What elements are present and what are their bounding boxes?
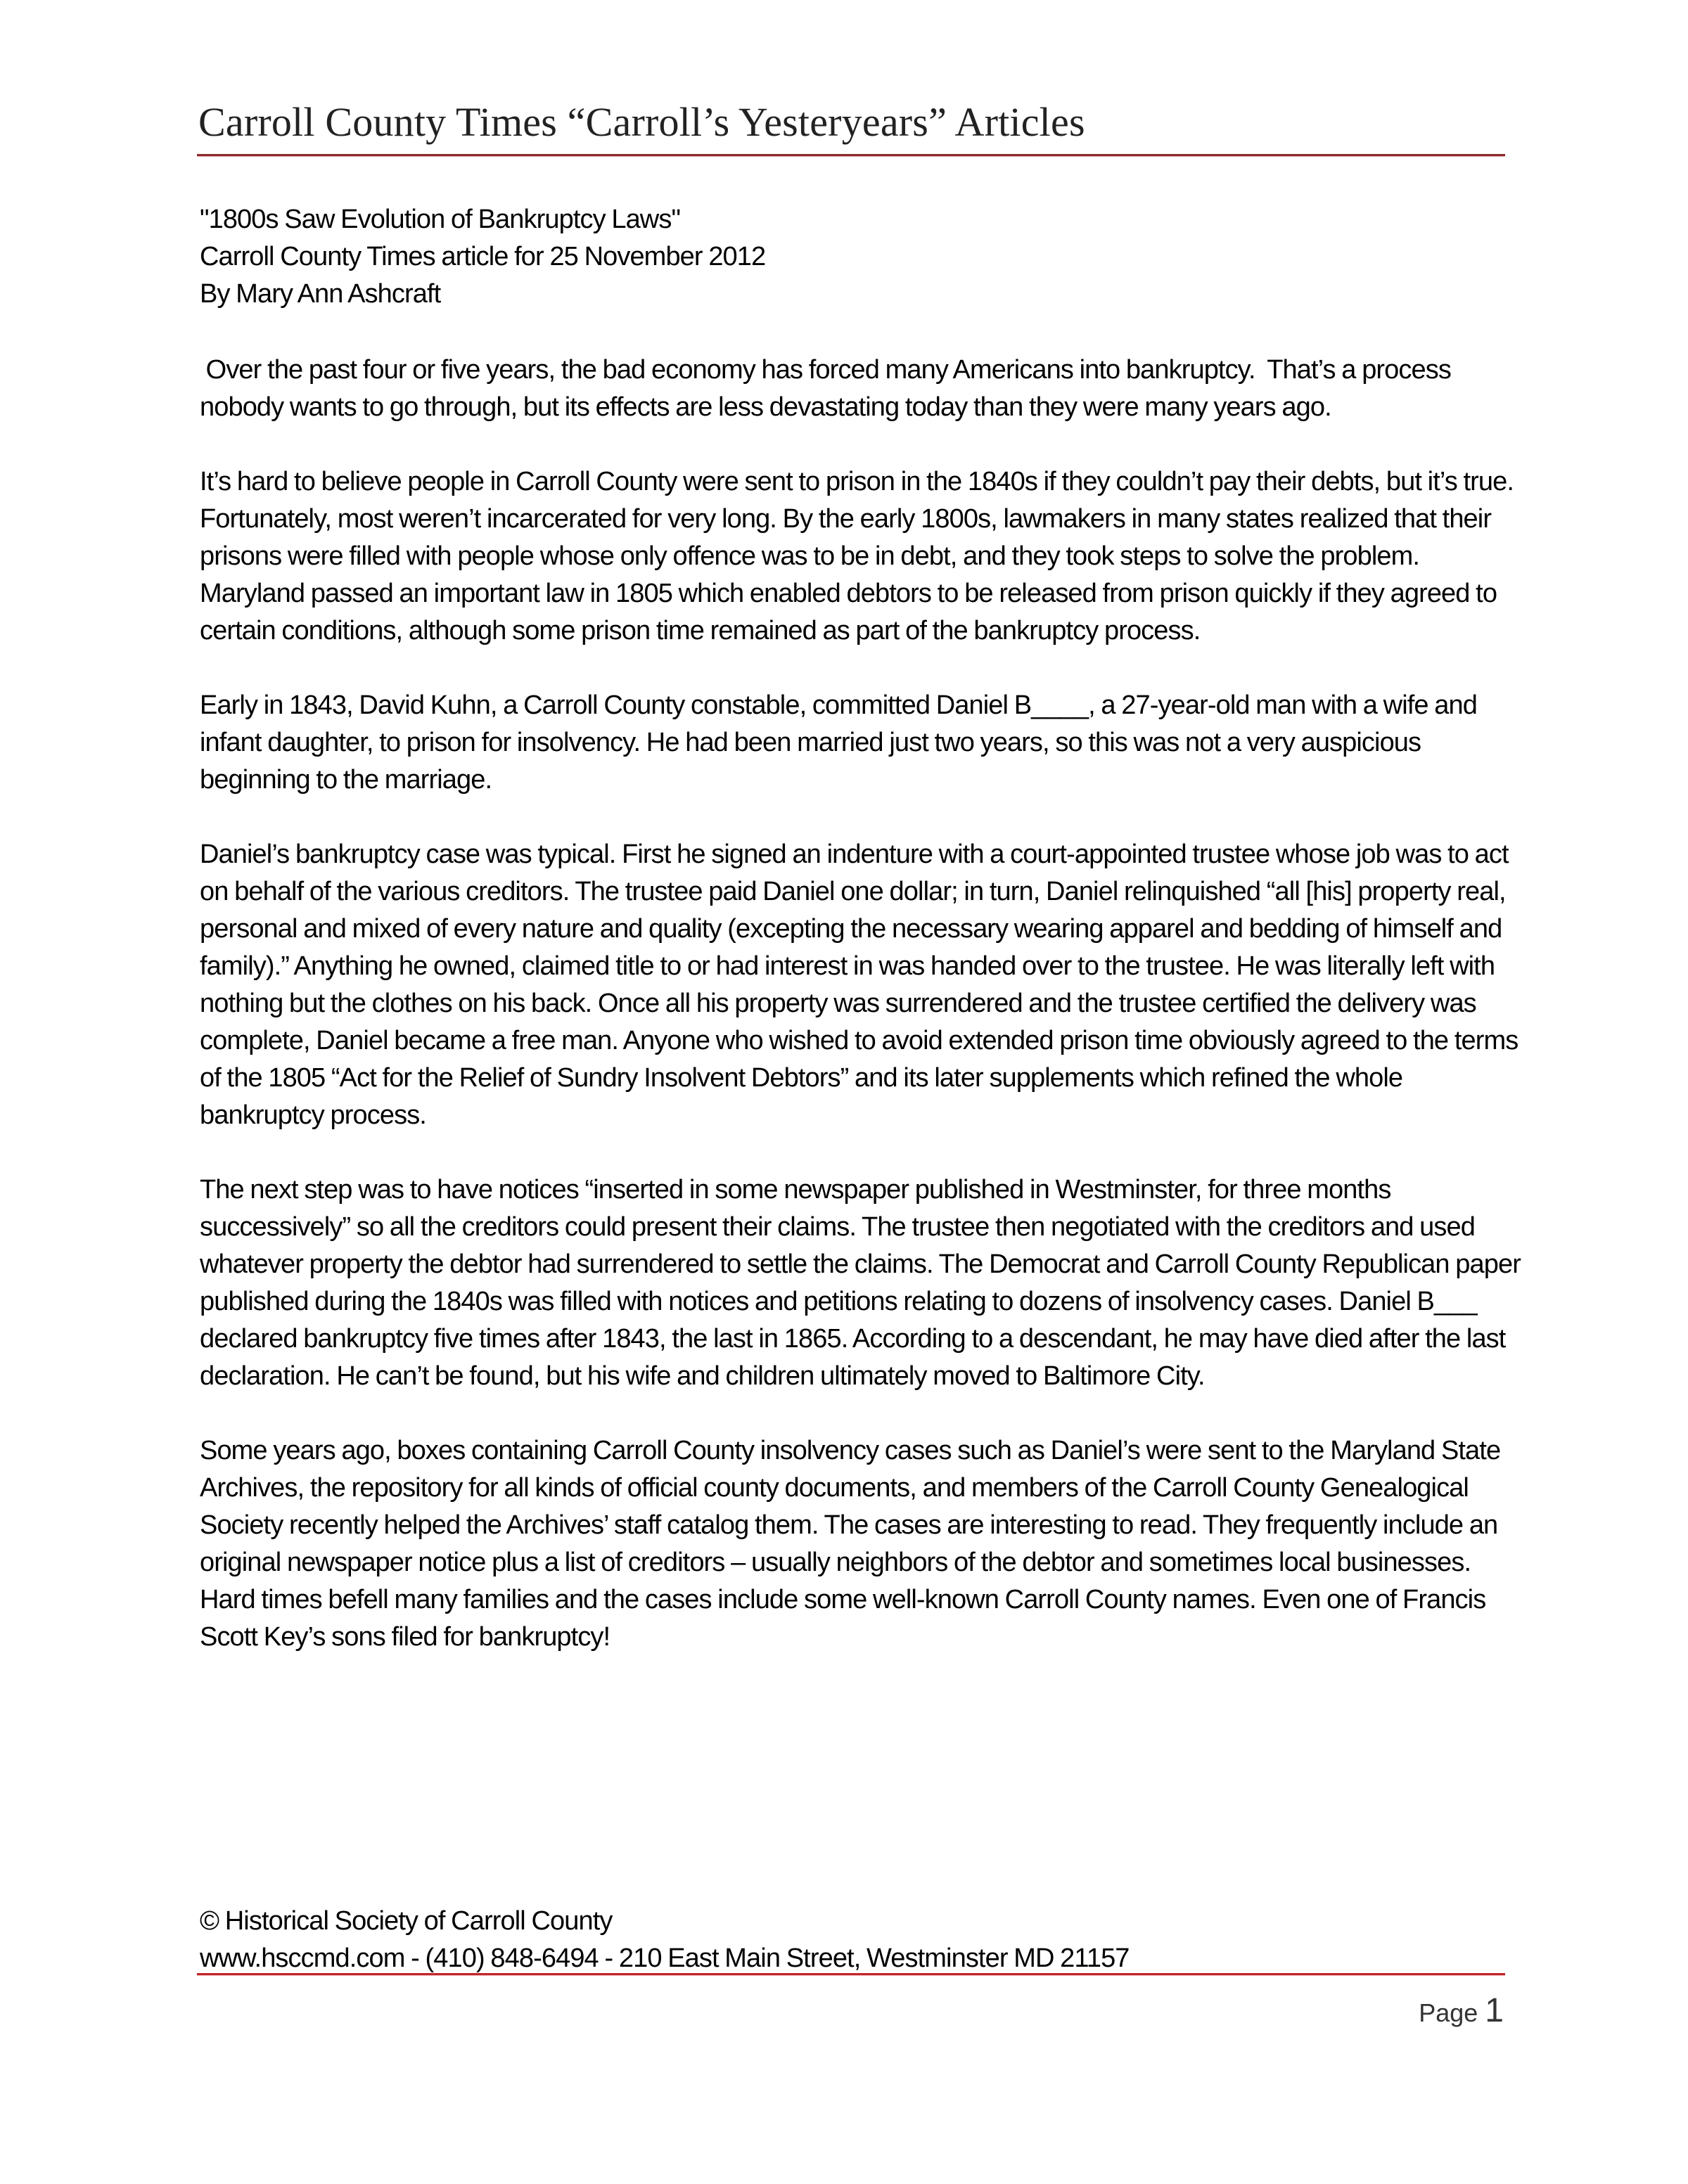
footer bbox=[200, 1903, 1522, 1977]
article-meta bbox=[200, 201, 1522, 313]
footer-copyright: © Historical Society of Carroll County bbox=[200, 1906, 613, 1936]
header-rule bbox=[197, 154, 1505, 157]
article-paragraph: The next step was to have notices “inserted in some newspaper published in Westminster, for three months successively” so all the creditors could present their claims. The trustee then negotiated with the creditors and used whatever property the debtor had surrendered to settle the claims. The Democrat and Carroll County Republican paper published during the 1840s was filled with notices and petitions relating to dozens of insolvency cases. Daniel B___ declared bankruptcy five times after 1843, the last in 1865. According to a descendant, he may have died after the last declaration. He can’t be found, but his wife and children ultimately moved to Baltimore City. bbox=[200, 1175, 1521, 1391]
article-source-line: Carroll County Times article for 25 November 2012 bbox=[200, 242, 766, 271]
page-number-value: 1 bbox=[1485, 1992, 1504, 2029]
running-header-title: Carroll County Times “Carroll’s Yesteryears” Articles bbox=[198, 99, 1085, 145]
article-paragraph: It’s hard to believe people in Carroll County were sent to prison in the 1840s if they couldn’t pay their debts, but it’s true. Fortunately, most weren’t incarcerated for very long. By the early 1800s, lawmakers in many states realized that their prisons were filled with people whose only offence was to be in debt, and they took steps to solve the problem. Maryland passed an important law in 1805 which enabled debtors to be released from prison quickly if they agreed to certain conditions, although some prison time remained as part of the bankruptcy process. bbox=[200, 467, 1514, 645]
article-paragraph: Early in 1843, David Kuhn, a Carroll County constable, committed Daniel B____, a 27-year-old man with a wife and infant daughter, to prison for insolvency. He had been married just two years, so this was not a very auspicious beginning to the marriage. bbox=[200, 690, 1477, 795]
article-paragraph: Over the past four or five years, the bad economy has forced many Americans into bankruptcy. That’s a process nobody wants to go through, but its effects are less devastating today than they were many years ago. bbox=[200, 355, 1457, 422]
footer-rule bbox=[197, 1973, 1505, 1976]
article-paragraph: Daniel’s bankruptcy case was typical. First he signed an indenture with a court-appointed trustee whose job was to act on behalf of the various creditors. The trustee paid Daniel one dollar; in turn, Daniel relinquished “all [his] property real, personal and mixed of every nature and quality (excepting the necessary wearing apparel and bedding of himself and family).” Anything he owned, claimed title to or had interest in was handed over to the trustee. He was literally left with nothing but the clothes on his back. Once all his property was surrendered and the trustee certified the delivery was complete, Daniel became a free man. Anyone who wished to avoid extended prison time obviously agreed to the terms of the 1805 “Act for the Relief of Sundry Insolvent Debtors” and its later supplements which refined the whole bankruptcy process. bbox=[200, 840, 1518, 1130]
page-label: Page bbox=[1419, 1998, 1478, 2027]
article-paragraph: Some years ago, boxes containing Carroll County insolvency cases such as Daniel’s were sent to the Maryland State Archives, the repository for all kinds of official county documents, and members of the Carroll County Genealogical Society recently helped the Archives’ staff catalog them. The cases are interesting to read. They frequently include an original newspaper notice plus a list of creditors – usually neighbors of the debtor and sometimes local businesses. Hard times befell many families and the cases include some well-known Carroll County names. Even one of Francis Scott Key’s sons filed for bankruptcy! bbox=[200, 1436, 1501, 1652]
article-byline: By Mary Ann Ashcraft bbox=[200, 279, 441, 309]
footer-contact: www.hsccmd.com - (410) 848-6494 - 210 East Main Street, Westminster MD 21157 bbox=[200, 1944, 1130, 1973]
page-number bbox=[1419, 1991, 1504, 2030]
article-headline: "1800s Saw Evolution of Bankruptcy Laws" bbox=[200, 205, 681, 234]
article-body bbox=[200, 352, 1522, 1693]
